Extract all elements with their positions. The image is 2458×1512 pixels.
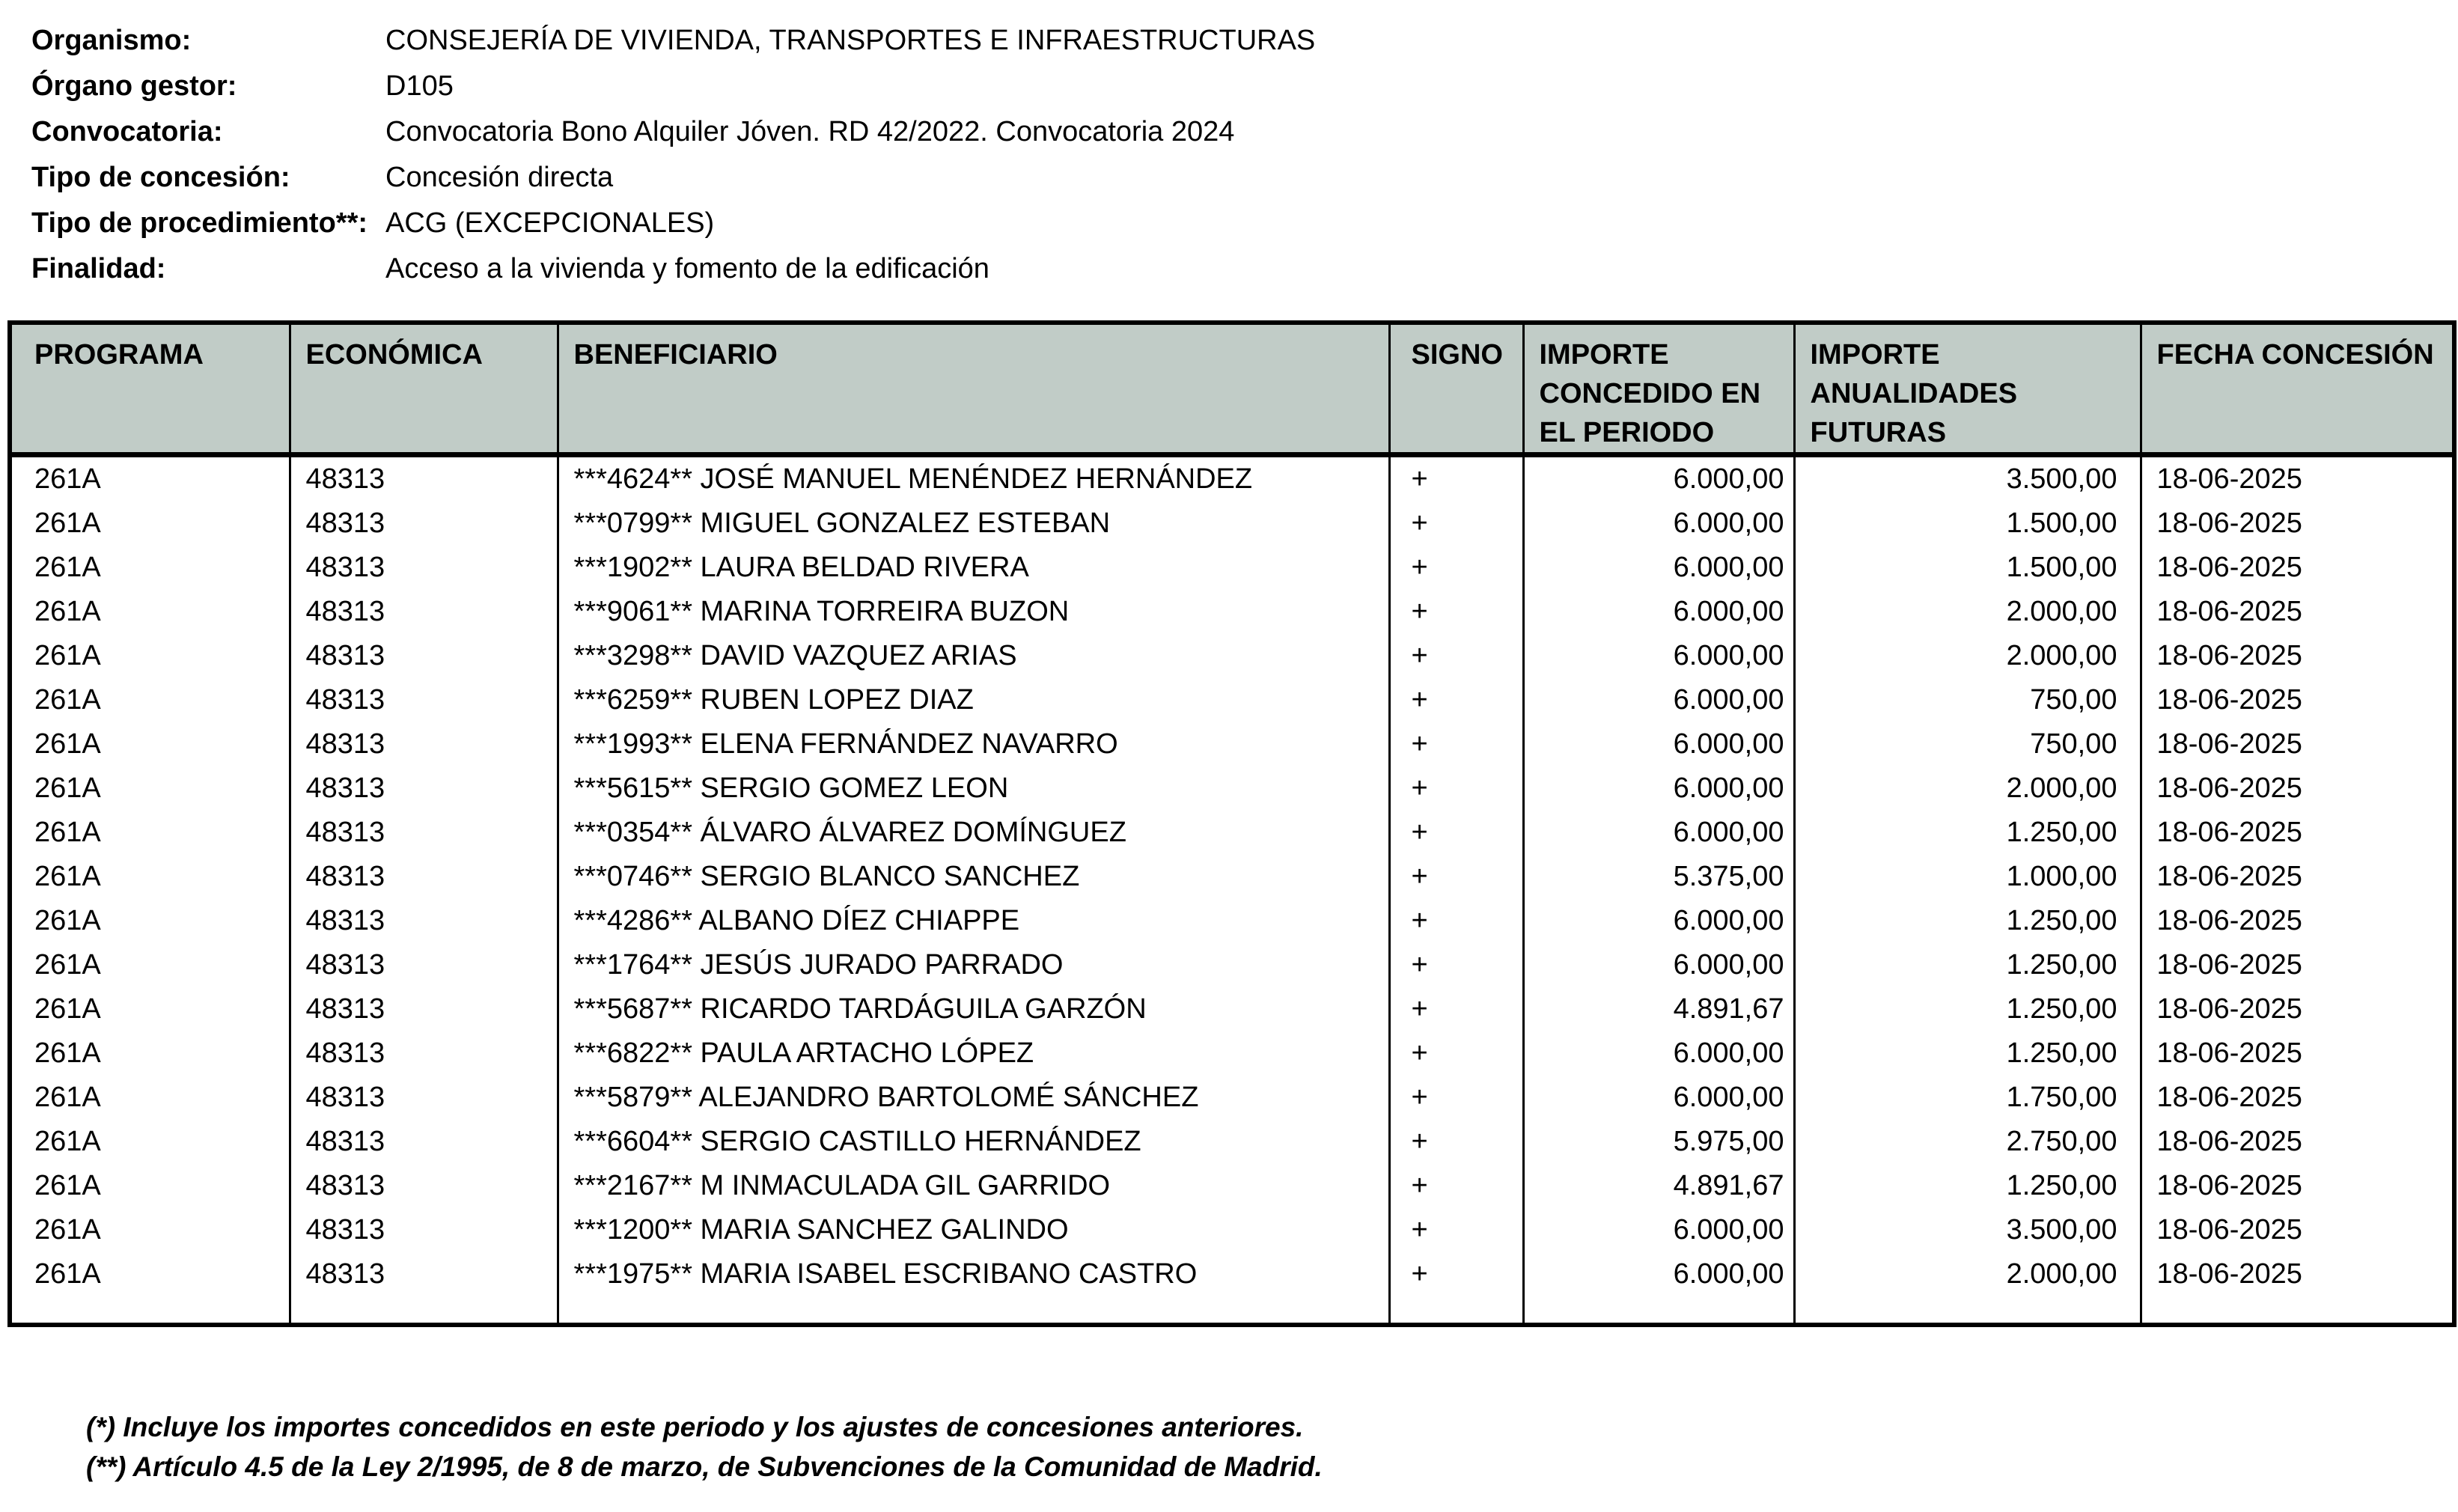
table-body [10, 455, 2454, 1326]
header-signo: SIGNO [1389, 323, 1523, 455]
cell-economica: 48313 [290, 1208, 558, 1252]
meta-label: Órgano gestor: [31, 70, 237, 102]
cell-economica: 48313 [290, 546, 558, 590]
cell-programa: 261A [10, 1031, 290, 1076]
cell-fecha-concesion: 18-06-2025 [2156, 817, 2302, 848]
cell-importe-concedido: 6.000,00 [1523, 1076, 1794, 1120]
meta-block [31, 18, 1315, 292]
cell-signo: + [1389, 766, 1523, 811]
cell-fecha-concesion: 18-06-2025 [2156, 1082, 2302, 1113]
cell-importe-concedido: 6.000,00 [1523, 722, 1794, 766]
cell-beneficiario: ***5615** SERGIO GOMEZ LEON [558, 766, 1389, 811]
table-row [10, 546, 2454, 590]
cell-economica: 48313 [290, 766, 558, 811]
cell-signo: + [1389, 1031, 1523, 1076]
table-row [10, 502, 2454, 546]
cell-economica: 48313 [290, 811, 558, 855]
meta-value: Concesión directa [385, 162, 614, 193]
cell-importe-concedido: 6.000,00 [1523, 766, 1794, 811]
cell-importe-anualidades: 750,00 [1794, 678, 2141, 722]
table-header-row [10, 323, 2454, 455]
header-fecha-concesion: FECHA CONCESIÓN [2141, 323, 2454, 455]
meta-value: Convocatoria Bono Alquiler Jóven. RD 42/2022. Convocatoria 2024 [385, 116, 1235, 147]
cell-importe-concedido: 4.891,67 [1523, 987, 1794, 1031]
table-row [10, 766, 2454, 811]
meta-label: Finalidad: [31, 253, 166, 284]
meta-label: Organismo: [31, 25, 192, 56]
cell-programa: 261A [10, 1120, 290, 1164]
cell-importe-anualidades: 1.250,00 [1794, 943, 2141, 987]
cell-economica: 48313 [290, 455, 558, 502]
meta-row-organo-gestor [31, 64, 1315, 109]
cell-signo: + [1389, 634, 1523, 678]
cell-importe-anualidades: 3.500,00 [1794, 1208, 2141, 1252]
cell-beneficiario: ***6604** SERGIO CASTILLO HERNÁNDEZ [558, 1120, 1389, 1164]
cell-signo: + [1389, 546, 1523, 590]
cell-importe-concedido: 6.000,00 [1523, 811, 1794, 855]
cell-programa: 261A [10, 634, 290, 678]
cell-economica: 48313 [290, 987, 558, 1031]
cell-importe-concedido: 6.000,00 [1523, 502, 1794, 546]
cell-economica: 48313 [290, 1031, 558, 1076]
cell-signo: + [1389, 502, 1523, 546]
table-row [10, 1252, 2454, 1296]
cell-programa: 261A [10, 722, 290, 766]
cell-importe-concedido: 6.000,00 [1523, 546, 1794, 590]
table-row [10, 634, 2454, 678]
cell-importe-anualidades: 1.250,00 [1794, 899, 2141, 943]
cell-fecha-concesion: 18-06-2025 [2156, 1258, 2302, 1290]
cell-programa: 261A [10, 987, 290, 1031]
cell-beneficiario: ***3298** DAVID VAZQUEZ ARIAS [558, 634, 1389, 678]
cell-fecha-concesion: 18-06-2025 [2156, 640, 2302, 671]
cell-importe-anualidades: 2.750,00 [1794, 1120, 2141, 1164]
cell-importe-anualidades: 2.000,00 [1794, 1252, 2141, 1296]
cell-economica: 48313 [290, 1076, 558, 1120]
cell-programa: 261A [10, 811, 290, 855]
header-programa: PROGRAMA [10, 323, 290, 455]
cell-programa: 261A [10, 1076, 290, 1120]
cell-importe-anualidades: 3.500,00 [1794, 455, 2141, 502]
cell-importe-anualidades: 1.250,00 [1794, 1031, 2141, 1076]
cell-economica: 48313 [290, 634, 558, 678]
cell-fecha-concesion: 18-06-2025 [2156, 684, 2302, 716]
cell-importe-anualidades: 2.000,00 [1794, 634, 2141, 678]
cell-importe-concedido: 6.000,00 [1523, 634, 1794, 678]
cell-programa: 261A [10, 546, 290, 590]
cell-signo: + [1389, 722, 1523, 766]
cell-beneficiario: ***1200** MARIA SANCHEZ GALINDO [558, 1208, 1389, 1252]
table-row [10, 899, 2454, 943]
header-importe-concedido: IMPORTE CONCEDIDO EN EL PERIODO [1523, 323, 1794, 455]
cell-economica: 48313 [290, 722, 558, 766]
table-row [10, 1076, 2454, 1120]
cell-importe-anualidades: 2.000,00 [1794, 766, 2141, 811]
cell-programa: 261A [10, 1252, 290, 1296]
cell-importe-anualidades: 1.250,00 [1794, 987, 2141, 1031]
cell-signo: + [1389, 899, 1523, 943]
cell-signo: + [1389, 590, 1523, 634]
cell-beneficiario: ***1902** LAURA BELDAD RIVERA [558, 546, 1389, 590]
cell-programa: 261A [10, 1208, 290, 1252]
table-row [10, 678, 2454, 722]
cell-signo: + [1389, 455, 1523, 502]
cell-signo: + [1389, 678, 1523, 722]
cell-economica: 48313 [290, 678, 558, 722]
cell-economica: 48313 [290, 502, 558, 546]
cell-importe-concedido: 6.000,00 [1523, 678, 1794, 722]
cell-beneficiario: ***0746** SERGIO BLANCO SANCHEZ [558, 855, 1389, 899]
cell-beneficiario: ***1993** ELENA FERNÁNDEZ NAVARRO [558, 722, 1389, 766]
cell-fecha-concesion: 18-06-2025 [2156, 905, 2302, 936]
cell-importe-concedido: 6.000,00 [1523, 590, 1794, 634]
cell-fecha-concesion: 18-06-2025 [2156, 1214, 2302, 1246]
table-row [10, 855, 2454, 899]
cell-programa: 261A [10, 590, 290, 634]
cell-fecha-concesion: 18-06-2025 [2156, 507, 2302, 539]
meta-row-tipo-procedimiento [31, 201, 1315, 246]
cell-fecha-concesion: 18-06-2025 [2156, 949, 2302, 981]
meta-row-finalidad [31, 246, 1315, 292]
cell-importe-anualidades: 1.500,00 [1794, 502, 2141, 546]
cell-programa: 261A [10, 678, 290, 722]
cell-fecha-concesion: 18-06-2025 [2156, 728, 2302, 760]
cell-importe-concedido: 5.375,00 [1523, 855, 1794, 899]
table-row [10, 1208, 2454, 1252]
table-row [10, 1164, 2454, 1208]
grants-table [7, 320, 2457, 1327]
cell-beneficiario: ***2167** M INMACULADA GIL GARRIDO [558, 1164, 1389, 1208]
table-row [10, 943, 2454, 987]
meta-label: Tipo de procedimiento**: [31, 207, 368, 239]
cell-importe-concedido: 6.000,00 [1523, 899, 1794, 943]
cell-fecha-concesion: 18-06-2025 [2156, 596, 2302, 627]
cell-importe-anualidades: 1.250,00 [1794, 1164, 2141, 1208]
cell-beneficiario: ***5879** ALEJANDRO BARTOLOMÉ SÁNCHEZ [558, 1076, 1389, 1120]
header-beneficiario: BENEFICIARIO [558, 323, 1389, 455]
cell-economica: 48313 [290, 590, 558, 634]
cell-economica: 48313 [290, 1120, 558, 1164]
footnote-line-2: (**) Artículo 4.5 de la Ley 2/1995, de 8 de marzo, de Subvenciones de la Comunidad de Madrid. [86, 1451, 1323, 1482]
cell-programa: 261A [10, 943, 290, 987]
cell-importe-concedido: 6.000,00 [1523, 943, 1794, 987]
cell-importe-concedido: 5.975,00 [1523, 1120, 1794, 1164]
cell-beneficiario: ***6259** RUBEN LOPEZ DIAZ [558, 678, 1389, 722]
cell-fecha-concesion: 18-06-2025 [2156, 463, 2302, 495]
header-economica: ECONÓMICA [290, 323, 558, 455]
footnotes [86, 1407, 1323, 1487]
meta-row-tipo-concesion [31, 155, 1315, 201]
cell-fecha-concesion: 18-06-2025 [2156, 552, 2302, 583]
cell-importe-concedido: 6.000,00 [1523, 1252, 1794, 1296]
table-row [10, 722, 2454, 766]
footnote-line-1: (*) Incluye los importes concedidos en este periodo y los ajustes de concesiones anteriores. [86, 1412, 1304, 1442]
cell-economica: 48313 [290, 1252, 558, 1296]
cell-signo: + [1389, 1076, 1523, 1120]
cell-fecha-concesion: 18-06-2025 [2156, 993, 2302, 1025]
cell-importe-anualidades: 1.000,00 [1794, 855, 2141, 899]
cell-fecha-concesion: 18-06-2025 [2156, 861, 2302, 892]
cell-signo: + [1389, 1252, 1523, 1296]
cell-beneficiario: ***4624** JOSÉ MANUEL MENÉNDEZ HERNÁNDEZ [558, 455, 1389, 502]
cell-importe-concedido: 4.891,67 [1523, 1164, 1794, 1208]
cell-programa: 261A [10, 899, 290, 943]
meta-value: ACG (EXCEPCIONALES) [385, 207, 715, 239]
meta-label: Tipo de concesión: [31, 162, 290, 193]
meta-row-organismo [31, 18, 1315, 64]
cell-programa: 261A [10, 1164, 290, 1208]
cell-beneficiario: ***9061** MARINA TORREIRA BUZON [558, 590, 1389, 634]
cell-programa: 261A [10, 455, 290, 502]
cell-fecha-concesion: 18-06-2025 [2156, 772, 2302, 804]
cell-importe-concedido: 6.000,00 [1523, 1208, 1794, 1252]
cell-fecha-concesion: 18-06-2025 [2156, 1170, 2302, 1201]
cell-programa: 261A [10, 855, 290, 899]
cell-fecha-concesion: 18-06-2025 [2156, 1037, 2302, 1069]
cell-signo: + [1389, 811, 1523, 855]
table-row [10, 1031, 2454, 1076]
table-row [10, 455, 2454, 502]
cell-beneficiario: ***1975** MARIA ISABEL ESCRIBANO CASTRO [558, 1252, 1389, 1296]
cell-economica: 48313 [290, 943, 558, 987]
table-spacer-row [10, 1296, 2454, 1325]
cell-importe-anualidades: 1.250,00 [1794, 811, 2141, 855]
cell-importe-concedido: 6.000,00 [1523, 1031, 1794, 1076]
cell-signo: + [1389, 943, 1523, 987]
cell-signo: + [1389, 987, 1523, 1031]
cell-beneficiario: ***0354** ÁLVARO ÁLVAREZ DOMÍNGUEZ [558, 811, 1389, 855]
cell-importe-anualidades: 750,00 [1794, 722, 2141, 766]
cell-beneficiario: ***4286** ALBANO DÍEZ CHIAPPE [558, 899, 1389, 943]
cell-importe-concedido: 6.000,00 [1523, 455, 1794, 502]
meta-value: Acceso a la vivienda y fomento de la edificación [385, 253, 989, 284]
cell-beneficiario: ***6822** PAULA ARTACHO LÓPEZ [558, 1031, 1389, 1076]
header-importe-anualidades: IMPORTE ANUALIDADES FUTURAS [1794, 323, 2141, 455]
cell-programa: 261A [10, 766, 290, 811]
cell-beneficiario: ***5687** RICARDO TARDÁGUILA GARZÓN [558, 987, 1389, 1031]
table-row [10, 590, 2454, 634]
meta-value: CONSEJERÍA DE VIVIENDA, TRANSPORTES E INFRAESTRUCTURAS [385, 25, 1316, 56]
cell-economica: 48313 [290, 1164, 558, 1208]
cell-economica: 48313 [290, 899, 558, 943]
meta-label: Convocatoria: [31, 116, 223, 147]
cell-beneficiario: ***0799** MIGUEL GONZALEZ ESTEBAN [558, 502, 1389, 546]
cell-importe-anualidades: 1.750,00 [1794, 1076, 2141, 1120]
table-row [10, 1120, 2454, 1164]
table-row [10, 987, 2454, 1031]
cell-beneficiario: ***1764** JESÚS JURADO PARRADO [558, 943, 1389, 987]
cell-economica: 48313 [290, 855, 558, 899]
meta-row-convocatoria [31, 109, 1315, 155]
cell-signo: + [1389, 1164, 1523, 1208]
cell-programa: 261A [10, 502, 290, 546]
cell-importe-anualidades: 2.000,00 [1794, 590, 2141, 634]
table-row [10, 811, 2454, 855]
cell-importe-anualidades: 1.500,00 [1794, 546, 2141, 590]
cell-fecha-concesion: 18-06-2025 [2156, 1126, 2302, 1157]
cell-signo: + [1389, 1120, 1523, 1164]
cell-signo: + [1389, 855, 1523, 899]
cell-signo: + [1389, 1208, 1523, 1252]
meta-value: D105 [385, 70, 454, 102]
